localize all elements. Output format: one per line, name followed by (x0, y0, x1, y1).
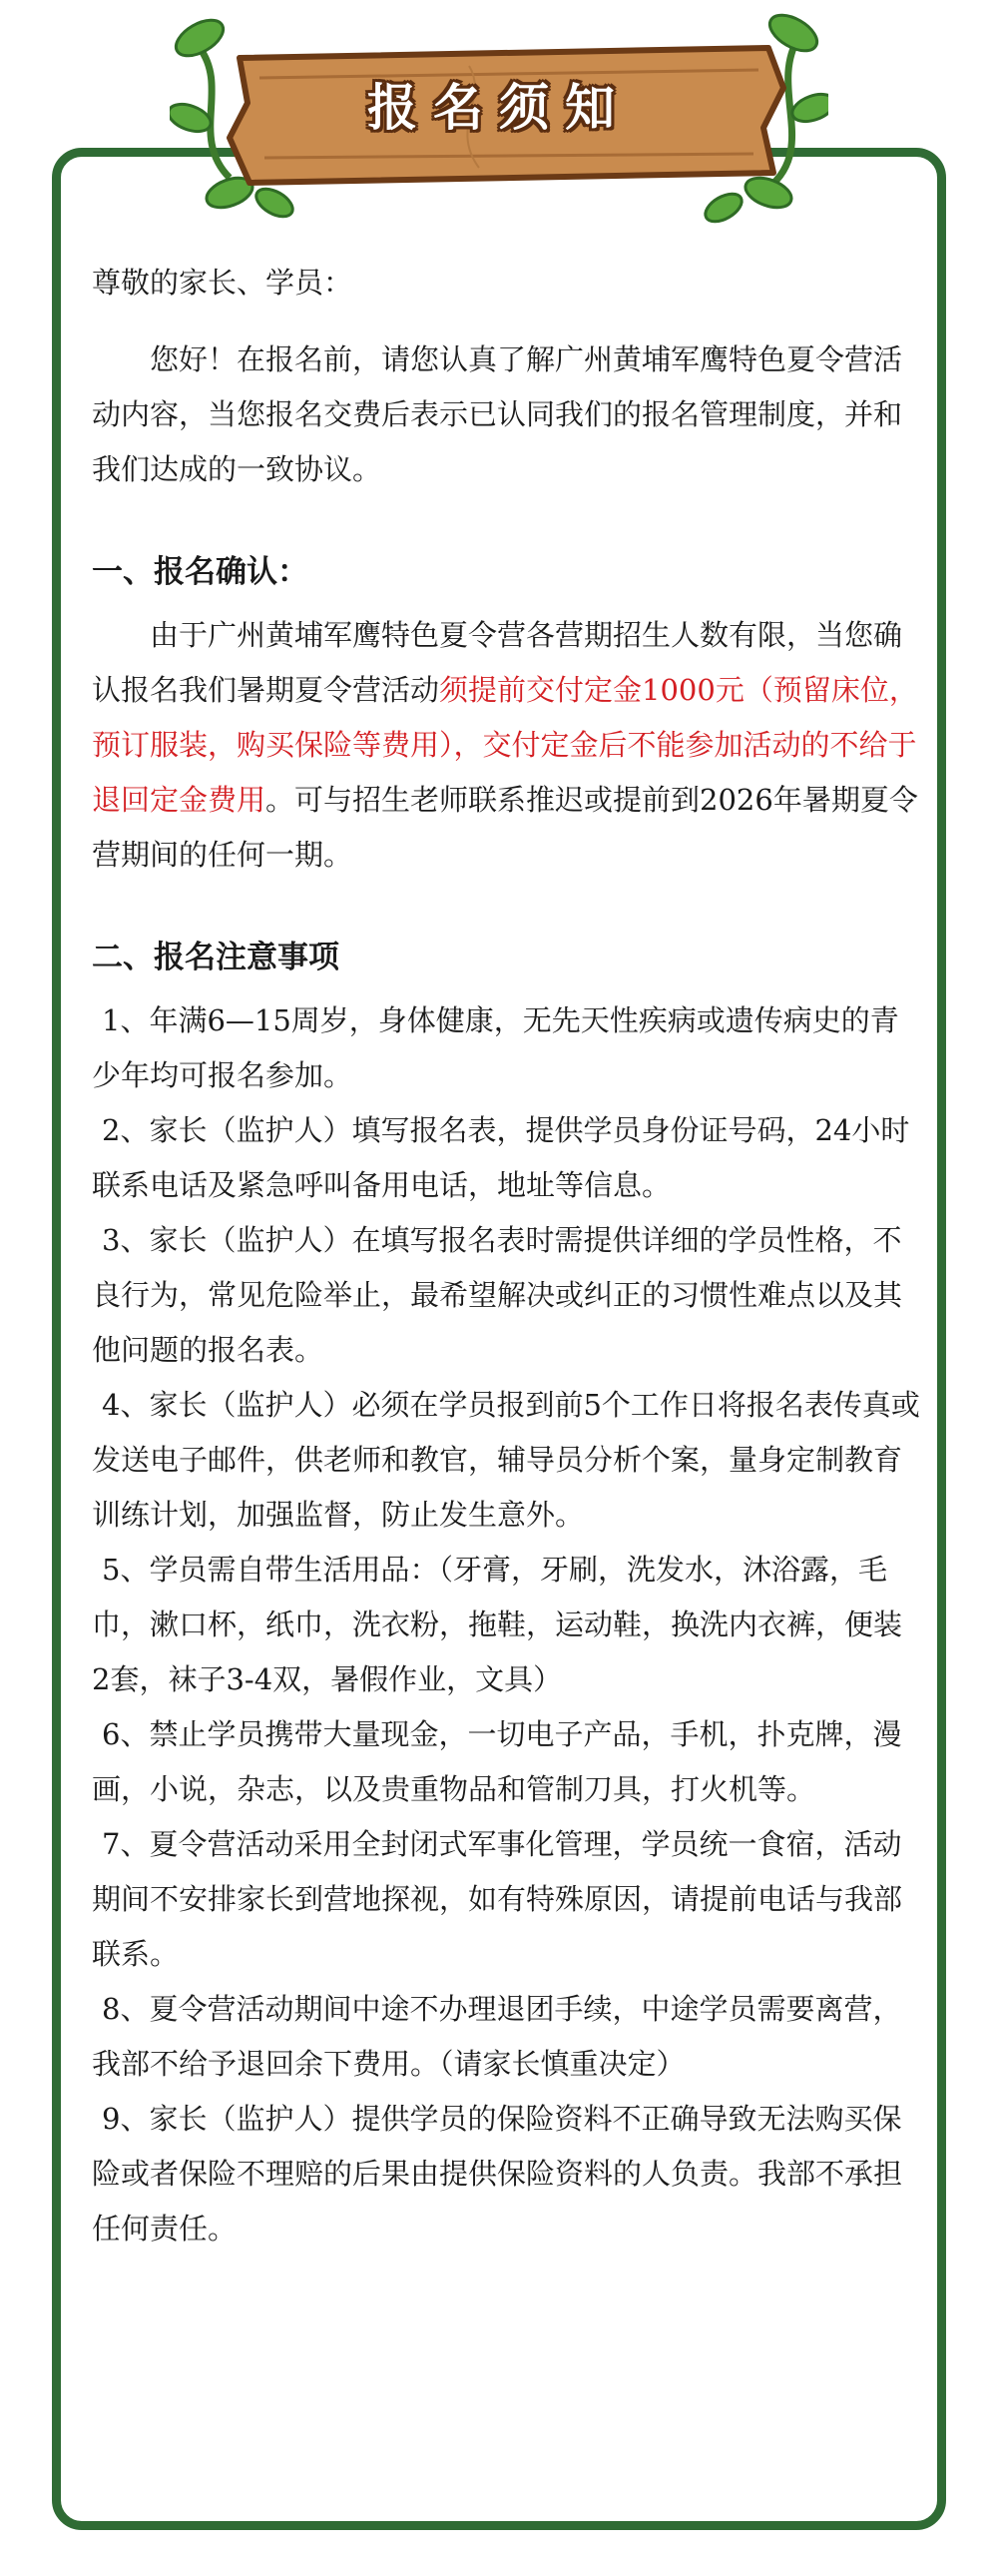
section1-text-after: 。可与招生老师联系推迟或提前到2026年暑期夏令营期间的任何一期。 (92, 783, 918, 872)
section1-heading: 一、报名确认： (92, 554, 308, 590)
list-item: 5、学员需自带生活用品：（牙膏，牙刷，洗发水，沐浴露，毛巾，漱口杯，纸巾，洗衣粉，拖鞋，运动鞋，换洗内衣裤，便装2套，袜子3-4双，暑假作业，文具） (92, 1553, 903, 1696)
list-item: 1、年满6—15周岁，身体健康，无先天性疾病或遗传病史的青少年均可报名参加。 (92, 1003, 899, 1092)
greeting: 尊敬的家长、学员： (92, 266, 353, 300)
notice-body (92, 256, 920, 2256)
list-item: 3、家长（监护人）在填写报名表时需提供详细的学员性格，不良行为，常见危险举止，最希望解决或纠正的习惯性难点以及其他问题的报名表。 (92, 1223, 903, 1367)
page-title: 报名须知 (367, 79, 631, 137)
list-item: 2、家长（监护人）填写报名表，提供学员身份证号码，24小时联系电话及紧急呼叫备用电话，地址等信息。 (92, 1113, 910, 1202)
list-item: 9、家长（监护人）提供学员的保险资料不正确导致无法购买保险或者保险不理赔的后果由提供保险资料的人负责。我部不承担任何责任。 (92, 2102, 903, 2246)
list-item: 7、夏令营活动采用全封闭式军事化管理，学员统一食宿，活动期间不安排家长到营地探视，如有特殊原因，请提前电话与我部联系。 (92, 1827, 903, 1971)
intro-paragraph: 您好！在报名前，请您认真了解广州黄埔军鹰特色夏令营活动内容，当您报名交费后表示已认同我们的报名管理制度，并和我们达成的一致协议。 (92, 342, 903, 486)
section1-text: 由于广州黄埔军鹰特色夏令营各营期招生人数有限，当您确认报名我们暑期夏令营活动 (92, 618, 903, 707)
list-item: 4、家长（监护人）必须在学员报到前5个工作日将报名表传真或发送电子邮件，供老师和教官，辅导员分析个案，量身定制教育训练计划，加强监督，防止发生意外。 (92, 1388, 920, 1532)
list-item: 8、夏令营活动期间中途不办理退团手续，中途学员需要离营，我部不给予退回余下费用。（请家长慎重决定） (92, 1992, 902, 2081)
section1-paragraph (92, 608, 920, 883)
list-item: 6、禁止学员携带大量现金，一切电子产品，手机，扑克牌，漫画，小说，杂志，以及贵重物品和管制刀具，打火机等。 (92, 1717, 902, 1806)
title-banner (170, 8, 828, 238)
section2-heading: 二、报名注意事项 (92, 940, 339, 975)
deposit-highlight: 须提前交付定金1000元（预留床位，预订服装，购买保险等费用），交付定金后不能参加活动的不给于退回定金费用 (92, 673, 918, 817)
